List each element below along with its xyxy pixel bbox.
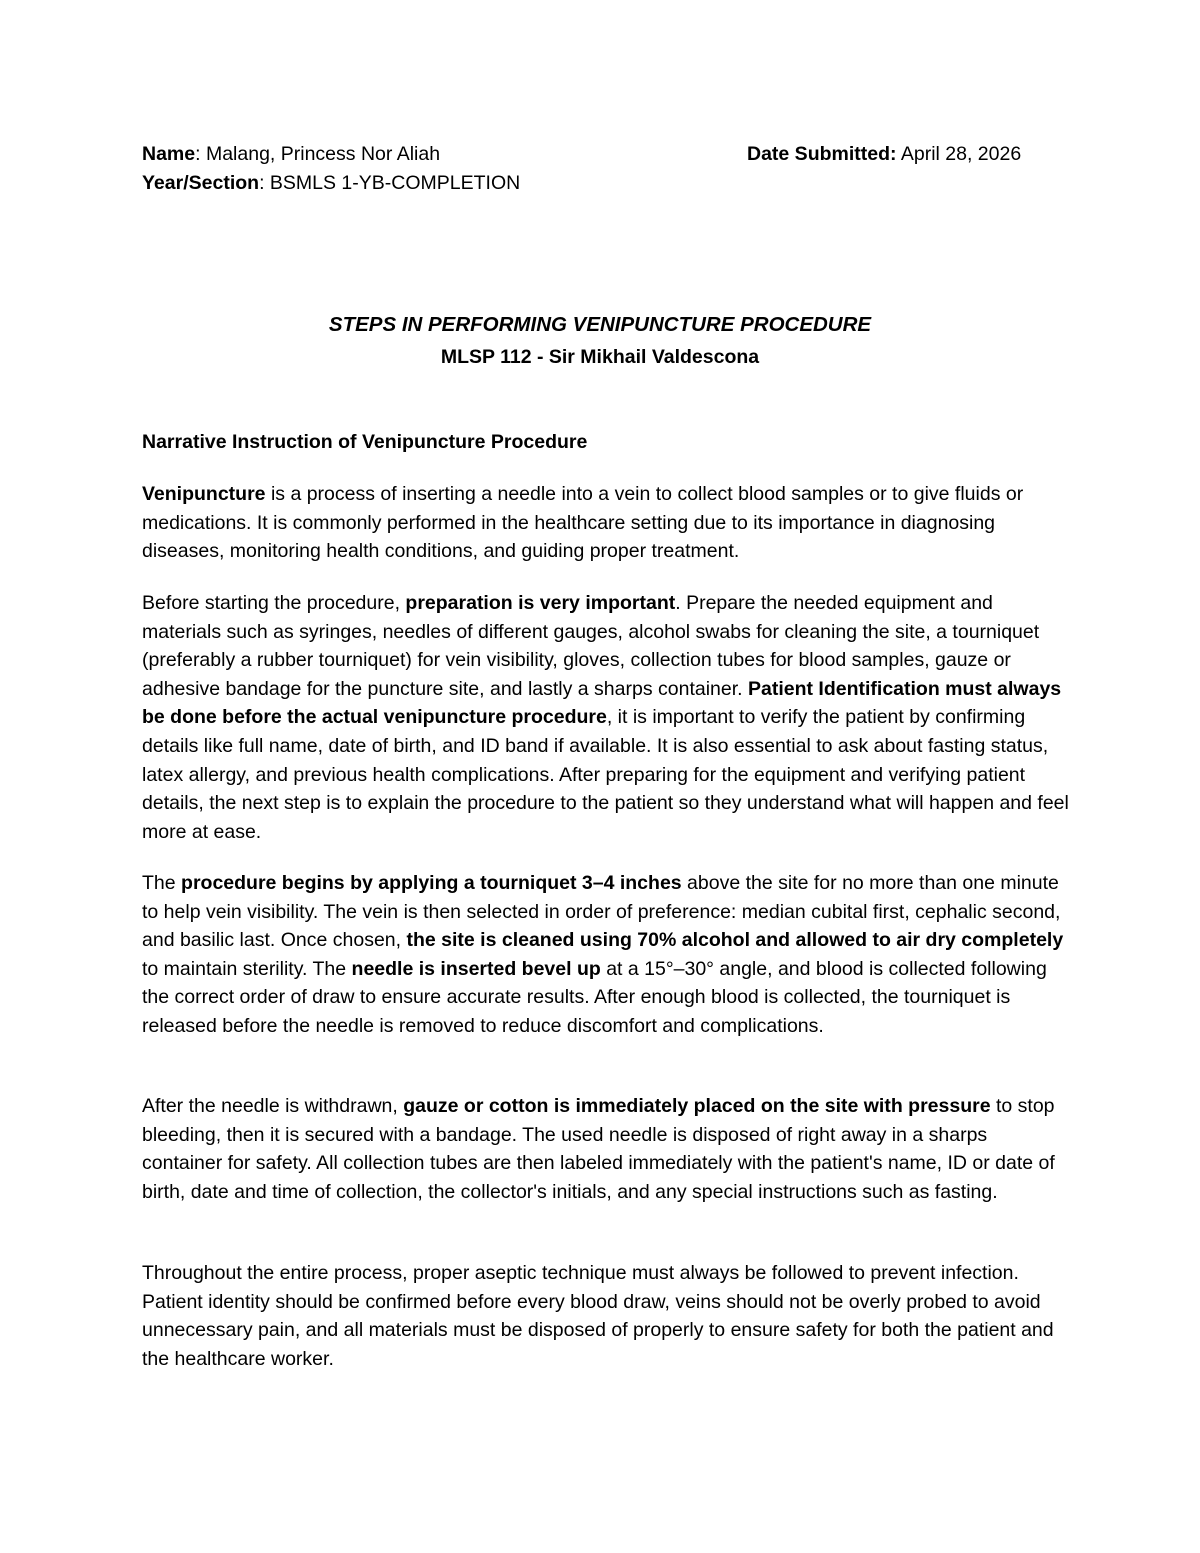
name-line	[142, 140, 440, 168]
paragraph-procedure: The procedure begins by applying a tourniquet 3–4 inches above the site for no more than one minute to help vein visibility. The vein is then selected in order of preference: median cubital first, cephalic second, and basilic last. Once chosen, the site is cleaned using 70% alcohol and allowed to air dry completely to maintain sterility. The needle is inserted bevel up at a 15°–30° angle, and blood is collected following the correct order of draw to ensure accurate results. After enough blood is collected, the tourniquet is released before the needle is removed to reduce discomfort and complications.	[142, 872, 1064, 1037]
bold-text: Patient Identification must always be done before the actual venipuncture procedure	[142, 677, 1062, 729]
document-title: STEPS IN PERFORMING VENIPUNCTURE PROCEDURE	[328, 313, 872, 336]
year-label: Year/Section	[142, 172, 260, 194]
document-subtitle: MLSP 112 - Sir Mikhail Valdescona	[440, 346, 760, 368]
bold-text: needle is inserted bevel up	[351, 957, 601, 980]
name-label: Name	[142, 143, 196, 165]
date-submitted-line	[747, 140, 1021, 168]
bold-text: procedure begins by applying a tourniquet 3–4 inches	[181, 872, 682, 894]
date-value: April 28, 2026	[896, 143, 1022, 165]
year-value: : BSMLS 1-YB-COMPLETION	[259, 172, 521, 194]
paragraph-after-withdrawal: After the needle is withdrawn, gauze or cotton is immediately placed on the site with pressure to stop bleeding, then it is secured with a bandage. The used needle is disposed of right away in a sharps container for safety. All collection tubes are then labeled immediately with the patient's name, ID or date of birth, date and time of collection, the collector's initials, and any special instructions such as fasting.	[142, 1095, 1055, 1203]
bold-text: gauze or cotton is immediately placed on the site with pressure	[403, 1095, 991, 1117]
bold-text: Venipuncture	[142, 483, 266, 505]
date-label: Date Submitted:	[747, 143, 897, 165]
bold-text: preparation is very important	[405, 592, 676, 614]
bold-text: the site is cleaned using 70% alcohol and allowed to air dry completely	[406, 929, 1064, 952]
section-heading: Narrative Instruction of Venipuncture Procedure	[142, 431, 588, 453]
paragraph-aseptic-technique: Throughout the entire process, proper aseptic technique must always be followed to prevent infection. Patient identity should be confirmed before every blood draw, veins should not be overly probed to avoid unnecessary pain, and all materials must be disposed of properly to ensure safety for both the patient and the healthcare worker.	[142, 1262, 1054, 1370]
year-section-line	[142, 169, 520, 197]
paragraph-preparation: Before starting the procedure, preparation is very important. Prepare the needed equipment and materials such as syringes, needles of different gauges, alcohol swabs for cleaning the site, a tourniquet (preferably a rubber tourniquet) for vein visibility, gloves, collection tubes for blood samples, gauze or adhesive bandage for the puncture site, and lastly a sharps container. Patient Identification must always be done before the actual venipuncture procedure, it is important to verify the patient by confirming details like full name, date of birth, and ID band if available. It is also essential to ask about fasting status, latex allergy, and previous health complications. After preparing for the equipment and verifying patient details, the next step is to explain the procedure to the patient so they understand what will happen and feel more at ease.	[142, 592, 1069, 843]
name-value: : Malang, Princess Nor Aliah	[195, 143, 441, 165]
paragraph-intro: Venipuncture is a process of inserting a needle into a vein to collect blood samples or to give fluids or medications. It is commonly performed in the healthcare setting due to its importance in diagnosing diseases, monitoring health conditions, and guiding proper treatment.	[142, 483, 1024, 563]
